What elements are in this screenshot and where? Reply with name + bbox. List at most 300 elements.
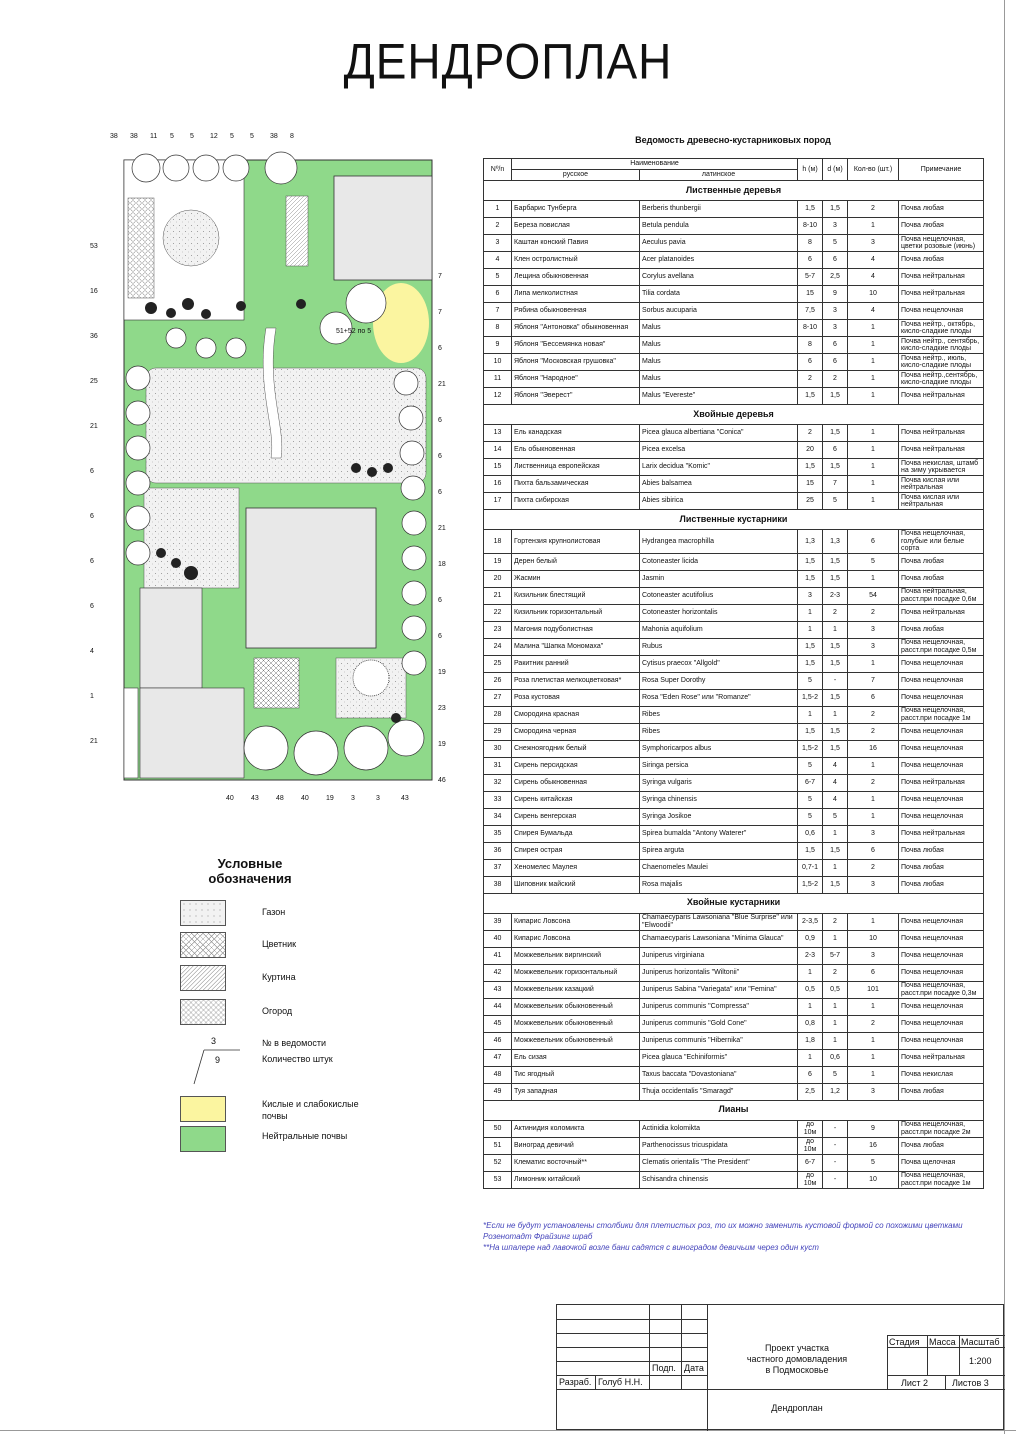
- cell-ru: Ракитник ранний: [512, 655, 640, 672]
- cell-d: 9: [823, 286, 848, 303]
- cell-h: 5: [798, 808, 823, 825]
- section-title: Хвойные кустарники: [484, 893, 984, 913]
- cell-lat: Juniperus Sabina "Variegata" или "Femina": [640, 981, 798, 998]
- cell-qty: 1: [848, 655, 899, 672]
- cell-ru: Пихта бальзамическая: [512, 476, 640, 493]
- table-row: [484, 689, 984, 706]
- table-row: [484, 320, 984, 337]
- table-notes: [483, 1220, 993, 1253]
- cell-note: Почва нещелочная: [899, 1015, 984, 1032]
- cell-d: 1,5: [823, 638, 848, 655]
- cell-note: Почва любая: [899, 621, 984, 638]
- plan-label: 3: [376, 795, 380, 802]
- cell-note: Почва нейтральная: [899, 269, 984, 286]
- cell-d: 5-7: [823, 947, 848, 964]
- plan-label: 19: [326, 795, 334, 802]
- cell-lat: Juniperus horizontalis "Wiltonii": [640, 964, 798, 981]
- building-sauna: [334, 176, 432, 280]
- table-row: [484, 998, 984, 1015]
- cell-ru: Ель сизая: [512, 1049, 640, 1066]
- cell-note: Почва нещелочная: [899, 947, 984, 964]
- table-row: [484, 587, 984, 604]
- cell-ru: Хеномелес Маулея: [512, 859, 640, 876]
- header-note: Примечание: [899, 159, 984, 181]
- cell-lat: Malus: [640, 320, 798, 337]
- cell-note: Почва любая: [899, 218, 984, 235]
- cell-num: 51: [484, 1137, 512, 1154]
- table-row: [484, 1137, 984, 1154]
- cell-num: 2: [484, 218, 512, 235]
- cell-qty: 6: [848, 530, 899, 554]
- cell-h: 6: [798, 354, 823, 371]
- cell-lat: Abies sibirica: [640, 493, 798, 510]
- cell-ru: Можжевельник горизонтальный: [512, 964, 640, 981]
- cell-note: Почва нещелочная: [899, 998, 984, 1015]
- plan-label: 6: [438, 489, 442, 496]
- cell-d: 1,5: [823, 723, 848, 740]
- cell-h: 3: [798, 587, 823, 604]
- cell-ru: Гортензия крупнолистовая: [512, 530, 640, 554]
- table-row: [484, 808, 984, 825]
- cell-qty: 1: [848, 218, 899, 235]
- cell-h: до 10м: [798, 1137, 823, 1154]
- cell-h: 1,8: [798, 1032, 823, 1049]
- stamp-mass: Масса: [929, 1337, 956, 1347]
- cell-qty: 1: [848, 371, 899, 388]
- cell-h: 0,7-1: [798, 859, 823, 876]
- cell-ru: Виноград девичий: [512, 1137, 640, 1154]
- header-name: Наименование: [512, 159, 798, 170]
- legend-title: Условные обозначения: [208, 856, 292, 886]
- cell-d: 1: [823, 706, 848, 723]
- plan-label: 5: [170, 133, 174, 140]
- cell-d: 1,5: [823, 876, 848, 893]
- cell-h: 1,5-2: [798, 876, 823, 893]
- cell-h: 1: [798, 1049, 823, 1066]
- plan-label: 6: [438, 453, 442, 460]
- stamp-project-1: Проект участка: [764, 1343, 830, 1353]
- cell-lat: Cotoneaster acutifolius: [640, 587, 798, 604]
- cell-qty: 54: [848, 587, 899, 604]
- table-row: [484, 252, 984, 269]
- cell-num: 32: [484, 774, 512, 791]
- section-header: [484, 893, 984, 913]
- cell-ru: Лещина обыкновенная: [512, 269, 640, 286]
- cell-note: Почва нещелочная: [899, 808, 984, 825]
- cell-qty: 1: [848, 337, 899, 354]
- cell-h: 1,5: [798, 201, 823, 218]
- plan-label: 46: [438, 777, 446, 784]
- cell-lat: Rosa majalis: [640, 876, 798, 893]
- cell-d: 1,5: [823, 570, 848, 587]
- plan-label: 16: [90, 288, 98, 295]
- cell-num: 39: [484, 913, 512, 930]
- cell-h: 15: [798, 286, 823, 303]
- cell-d: 2: [823, 371, 848, 388]
- plan-label: 40: [301, 795, 309, 802]
- cell-lat: Rubus: [640, 638, 798, 655]
- cell-d: 1: [823, 825, 848, 842]
- cell-num: 30: [484, 740, 512, 757]
- plan-label: 6: [438, 633, 442, 640]
- table-row: [484, 947, 984, 964]
- cell-ru: Клен остролистный: [512, 252, 640, 269]
- cell-d: 3: [823, 303, 848, 320]
- cell-note: Почва нещелочная: [899, 689, 984, 706]
- cell-lat: Rosa "Eden Rose" или "Romanze": [640, 689, 798, 706]
- cell-h: 6: [798, 252, 823, 269]
- plan-label: 38: [130, 133, 138, 140]
- stamp-dev-name: Голуб Н.Н.: [598, 1377, 643, 1387]
- cell-note: Почва нещелочная, расст.при посадке 2м: [899, 1120, 984, 1137]
- cell-num: 52: [484, 1154, 512, 1171]
- cell-ru: Кизильник горизонтальный: [512, 604, 640, 621]
- table-row: [484, 723, 984, 740]
- cell-lat: Larix decidua "Komic": [640, 459, 798, 476]
- cell-d: 6: [823, 337, 848, 354]
- plan-label: 5: [250, 133, 254, 140]
- cell-lat: Malus "Evereste": [640, 388, 798, 405]
- cell-num: 29: [484, 723, 512, 740]
- cell-d: -: [823, 1137, 848, 1154]
- cell-lat: Syringa vulgaris: [640, 774, 798, 791]
- table-row: [484, 740, 984, 757]
- cell-h: до 10м: [798, 1120, 823, 1137]
- cell-lat: Acer platanoides: [640, 252, 798, 269]
- cell-d: 0,5: [823, 981, 848, 998]
- legend-label: Газон: [262, 907, 286, 917]
- cell-note: Почва нещелочная: [899, 930, 984, 947]
- cell-note: Почва любая: [899, 1083, 984, 1100]
- cell-note: Почва нещелочная: [899, 723, 984, 740]
- table-row: [484, 286, 984, 303]
- header-h: h (м): [798, 159, 823, 181]
- cell-qty: 1: [848, 442, 899, 459]
- cell-num: 16: [484, 476, 512, 493]
- cell-d: 1: [823, 859, 848, 876]
- cell-lat: Juniperus virginiana: [640, 947, 798, 964]
- cell-qty: 6: [848, 842, 899, 859]
- cell-h: 0,6: [798, 825, 823, 842]
- cell-note: Почва нещелочная, расст.при посадке 1м: [899, 1171, 984, 1188]
- legend-ref-count: 9: [215, 1055, 221, 1065]
- cell-h: 8: [798, 337, 823, 354]
- table-row: [484, 1154, 984, 1171]
- cell-num: 5: [484, 269, 512, 286]
- plan-label: 21: [438, 525, 446, 532]
- cell-d: 2: [823, 604, 848, 621]
- cell-ru: Клематис восточный**: [512, 1154, 640, 1171]
- cell-qty: 3: [848, 235, 899, 252]
- table-row: [484, 757, 984, 774]
- table-row: [484, 1066, 984, 1083]
- cell-lat: Spirea arguta: [640, 842, 798, 859]
- cell-h: 2-3: [798, 947, 823, 964]
- cell-d: 3: [823, 218, 848, 235]
- cell-h: 2,5: [798, 1083, 823, 1100]
- cell-lat: Berberis thunbergii: [640, 201, 798, 218]
- section-header: [484, 405, 984, 425]
- cell-qty: 2: [848, 1015, 899, 1032]
- plan-label: 43: [251, 795, 259, 802]
- cell-qty: 1: [848, 354, 899, 371]
- cell-lat: Chamaecyparis Lawsoniana "Blue Surprise" или "Elwoodii": [640, 913, 798, 930]
- cell-note: Почва нейтральная: [899, 286, 984, 303]
- plan-callout: 51+52 по 5: [336, 328, 372, 335]
- stamp-project-2: частного домовладения: [746, 1354, 848, 1364]
- cell-d: 2: [823, 964, 848, 981]
- cell-d: 1,5: [823, 388, 848, 405]
- cell-qty: 16: [848, 740, 899, 757]
- sheet-frame-bottom: [0, 1430, 1016, 1431]
- cell-note: Почва нещелочная: [899, 1032, 984, 1049]
- legend-acidic-label: [262, 1098, 359, 1122]
- juniper: [353, 660, 389, 696]
- cell-note: Почва нейтральная: [899, 388, 984, 405]
- cell-ru: Барбарис Тунберга: [512, 201, 640, 218]
- cell-num: 8: [484, 320, 512, 337]
- cell-lat: Picea glauca albertiana "Conica": [640, 425, 798, 442]
- cell-d: 3: [823, 320, 848, 337]
- cell-num: 45: [484, 1015, 512, 1032]
- plan-label: 11: [150, 133, 158, 140]
- table-row: [484, 235, 984, 252]
- cell-qty: 1: [848, 913, 899, 930]
- plan-label: 8: [290, 133, 294, 140]
- cell-lat: Parthenocissus tricuspidata: [640, 1137, 798, 1154]
- table-row: [484, 706, 984, 723]
- stamp-sheet-title: Дендроплан: [771, 1403, 823, 1413]
- cell-ru: Сирень венгерская: [512, 808, 640, 825]
- plan-label: 36: [90, 333, 98, 340]
- cell-note: Почва нещелочная: [899, 303, 984, 320]
- cell-qty: 2: [848, 604, 899, 621]
- cell-ru: Сирень обыкновенная: [512, 774, 640, 791]
- cell-lat: Siringa persica: [640, 757, 798, 774]
- cell-h: 20: [798, 442, 823, 459]
- cell-h: 1: [798, 621, 823, 638]
- cell-note: Почва некислая, штамб на зиму укрывается: [899, 459, 984, 476]
- table-row: [484, 672, 984, 689]
- cell-num: 33: [484, 791, 512, 808]
- header-num: Nº/n: [484, 159, 512, 181]
- cell-d: 1,5: [823, 425, 848, 442]
- table-row: [484, 981, 984, 998]
- cell-ru: Кипарис Ловсона: [512, 930, 640, 947]
- cell-num: 3: [484, 235, 512, 252]
- cell-h: 15: [798, 476, 823, 493]
- plan-label: 6: [90, 603, 94, 610]
- cell-qty: 1: [848, 320, 899, 337]
- table-row: [484, 1015, 984, 1032]
- header-lat: латинское: [640, 170, 798, 181]
- cell-num: 31: [484, 757, 512, 774]
- cell-ru: Кипарис Ловсона: [512, 913, 640, 930]
- cell-note: Почва любая: [899, 553, 984, 570]
- cell-ru: Можжевельник обыкновенный: [512, 1032, 640, 1049]
- cell-d: 5: [823, 235, 848, 252]
- cell-num: 46: [484, 1032, 512, 1049]
- cell-num: 23: [484, 621, 512, 638]
- cell-qty: 1: [848, 459, 899, 476]
- table-row: [484, 553, 984, 570]
- plan-label: 6: [90, 513, 94, 520]
- cell-h: 6: [798, 1066, 823, 1083]
- stamp-project: [707, 1343, 887, 1376]
- cell-num: 41: [484, 947, 512, 964]
- legend-leader-icon: [182, 1048, 242, 1088]
- cell-note: Почва нейтр., сентябрь, кисло-сладкие плоды: [899, 337, 984, 354]
- cell-d: 4: [823, 774, 848, 791]
- cell-num: 42: [484, 964, 512, 981]
- cell-lat: Clematis orientalis "The President": [640, 1154, 798, 1171]
- cell-num: 34: [484, 808, 512, 825]
- cell-note: Почва любая: [899, 570, 984, 587]
- table-row: [484, 859, 984, 876]
- cell-ru: Ель обыкновенная: [512, 442, 640, 459]
- labels-bottom: [226, 795, 409, 802]
- cell-num: 53: [484, 1171, 512, 1188]
- cell-h: 7,5: [798, 303, 823, 320]
- cell-ru: Магония подуболистная: [512, 621, 640, 638]
- cell-lat: Rosa Super Dorothy: [640, 672, 798, 689]
- cell-ru: Сирень китайская: [512, 791, 640, 808]
- cell-d: 1,5: [823, 201, 848, 218]
- cell-qty: 3: [848, 621, 899, 638]
- cell-lat: Schisandra chinensis: [640, 1171, 798, 1188]
- table-row: [484, 1032, 984, 1049]
- cell-num: 48: [484, 1066, 512, 1083]
- cell-num: 13: [484, 425, 512, 442]
- plan-label: 12: [210, 133, 218, 140]
- cell-num: 9: [484, 337, 512, 354]
- cell-ru: Шиповник майский: [512, 876, 640, 893]
- table-row: [484, 791, 984, 808]
- cell-qty: 2: [848, 706, 899, 723]
- labels-left: [90, 243, 98, 745]
- legend-count-label: Количество штук: [262, 1054, 333, 1064]
- table-row: [484, 913, 984, 930]
- table-row: [484, 425, 984, 442]
- cell-note: Почва нейтральная: [899, 425, 984, 442]
- cell-d: 6: [823, 252, 848, 269]
- cell-ru: Сирень персидская: [512, 757, 640, 774]
- driveway: [140, 688, 244, 778]
- cell-ru: Береза повислая: [512, 218, 640, 235]
- cell-ru: Тис ягодный: [512, 1066, 640, 1083]
- legend-acidic-line-1: Кислые и слабокислые: [262, 1099, 359, 1109]
- cell-qty: 1: [848, 388, 899, 405]
- cell-lat: Cytisus praecox "Allgold": [640, 655, 798, 672]
- header-d: d (м): [823, 159, 848, 181]
- cell-qty: 1: [848, 476, 899, 493]
- plan-label: 3: [351, 795, 355, 802]
- cell-d: -: [823, 672, 848, 689]
- cell-qty: 3: [848, 947, 899, 964]
- cell-ru: Дерен белый: [512, 553, 640, 570]
- table-title: Ведомость древесно-кустарниковых пород: [635, 135, 831, 145]
- stamp-sign: Подп.: [652, 1363, 676, 1373]
- legend-swatch-clump: [180, 965, 226, 991]
- cell-d: 1,5: [823, 842, 848, 859]
- cell-lat: Betula pendula: [640, 218, 798, 235]
- legend-swatch-garden: [180, 999, 226, 1025]
- cell-d: 1,5: [823, 553, 848, 570]
- cell-note: Почва нещелочная: [899, 655, 984, 672]
- table-row: [484, 476, 984, 493]
- cell-d: 5: [823, 808, 848, 825]
- cell-note: Почва кислая или нейтральная: [899, 493, 984, 510]
- section-header: [484, 181, 984, 201]
- cell-lat: Jasmin: [640, 570, 798, 587]
- stamp-sheets: Листов 3: [952, 1378, 989, 1388]
- cell-note: Почва нейтральная: [899, 1049, 984, 1066]
- cell-num: 28: [484, 706, 512, 723]
- cell-d: -: [823, 1120, 848, 1137]
- cell-h: 1,5: [798, 553, 823, 570]
- plan-label: 1: [90, 693, 94, 700]
- table-row: [484, 964, 984, 981]
- table-row: [484, 621, 984, 638]
- table-row: [484, 1171, 984, 1188]
- cell-qty: 1: [848, 425, 899, 442]
- legend-label: Огород: [262, 1006, 293, 1016]
- cell-h: 1,5-2: [798, 689, 823, 706]
- title-block: [556, 1304, 1004, 1430]
- cell-note: Почва нещелочная: [899, 740, 984, 757]
- cell-num: 37: [484, 859, 512, 876]
- cell-note: Почва нещелочная: [899, 757, 984, 774]
- cell-ru: Жасмин: [512, 570, 640, 587]
- cell-d: 2,5: [823, 269, 848, 286]
- cell-note: Почва нейтральная: [899, 825, 984, 842]
- cell-note: Почва любая: [899, 252, 984, 269]
- cell-lat: Syringa Josikoe: [640, 808, 798, 825]
- cell-qty: 3: [848, 638, 899, 655]
- cell-num: 21: [484, 587, 512, 604]
- cell-num: 50: [484, 1120, 512, 1137]
- stamp-stage: Стадия: [889, 1337, 920, 1347]
- cell-qty: 1: [848, 570, 899, 587]
- cell-ru: Яблоня "Народное": [512, 371, 640, 388]
- cell-ru: Яблоня "Антоновка" обыкновенная: [512, 320, 640, 337]
- cell-d: 5: [823, 1066, 848, 1083]
- table-row: [484, 1049, 984, 1066]
- note-1: *Если не будут установлены столбики для плетистых роз, то их можно заменить кустовой формой со похожими цветками Розенотадт Фрайзинг шраб: [483, 1221, 963, 1241]
- cell-h: 1,5: [798, 638, 823, 655]
- cell-lat: Hydrangea macrophilla: [640, 530, 798, 554]
- cell-lat: Tilia cordata: [640, 286, 798, 303]
- cell-num: 18: [484, 530, 512, 554]
- table-row: [484, 269, 984, 286]
- cell-lat: Sorbus aucuparia: [640, 303, 798, 320]
- legend-swatch-flowerbed: [180, 932, 226, 958]
- cell-note: Почва кислая или нейтральная: [899, 476, 984, 493]
- cell-d: 1,3: [823, 530, 848, 554]
- stamp-dev-label: Разраб.: [559, 1377, 592, 1387]
- cell-d: 1: [823, 621, 848, 638]
- cell-lat: Mahonia aquifolium: [640, 621, 798, 638]
- cell-num: 40: [484, 930, 512, 947]
- cell-num: 35: [484, 825, 512, 842]
- cell-note: Почва некислая: [899, 1066, 984, 1083]
- plan-label: 5: [230, 133, 234, 140]
- plan-label: 43: [401, 795, 409, 802]
- cell-num: 4: [484, 252, 512, 269]
- cell-h: 1: [798, 964, 823, 981]
- cell-d: 6: [823, 442, 848, 459]
- cell-d: 1,5: [823, 689, 848, 706]
